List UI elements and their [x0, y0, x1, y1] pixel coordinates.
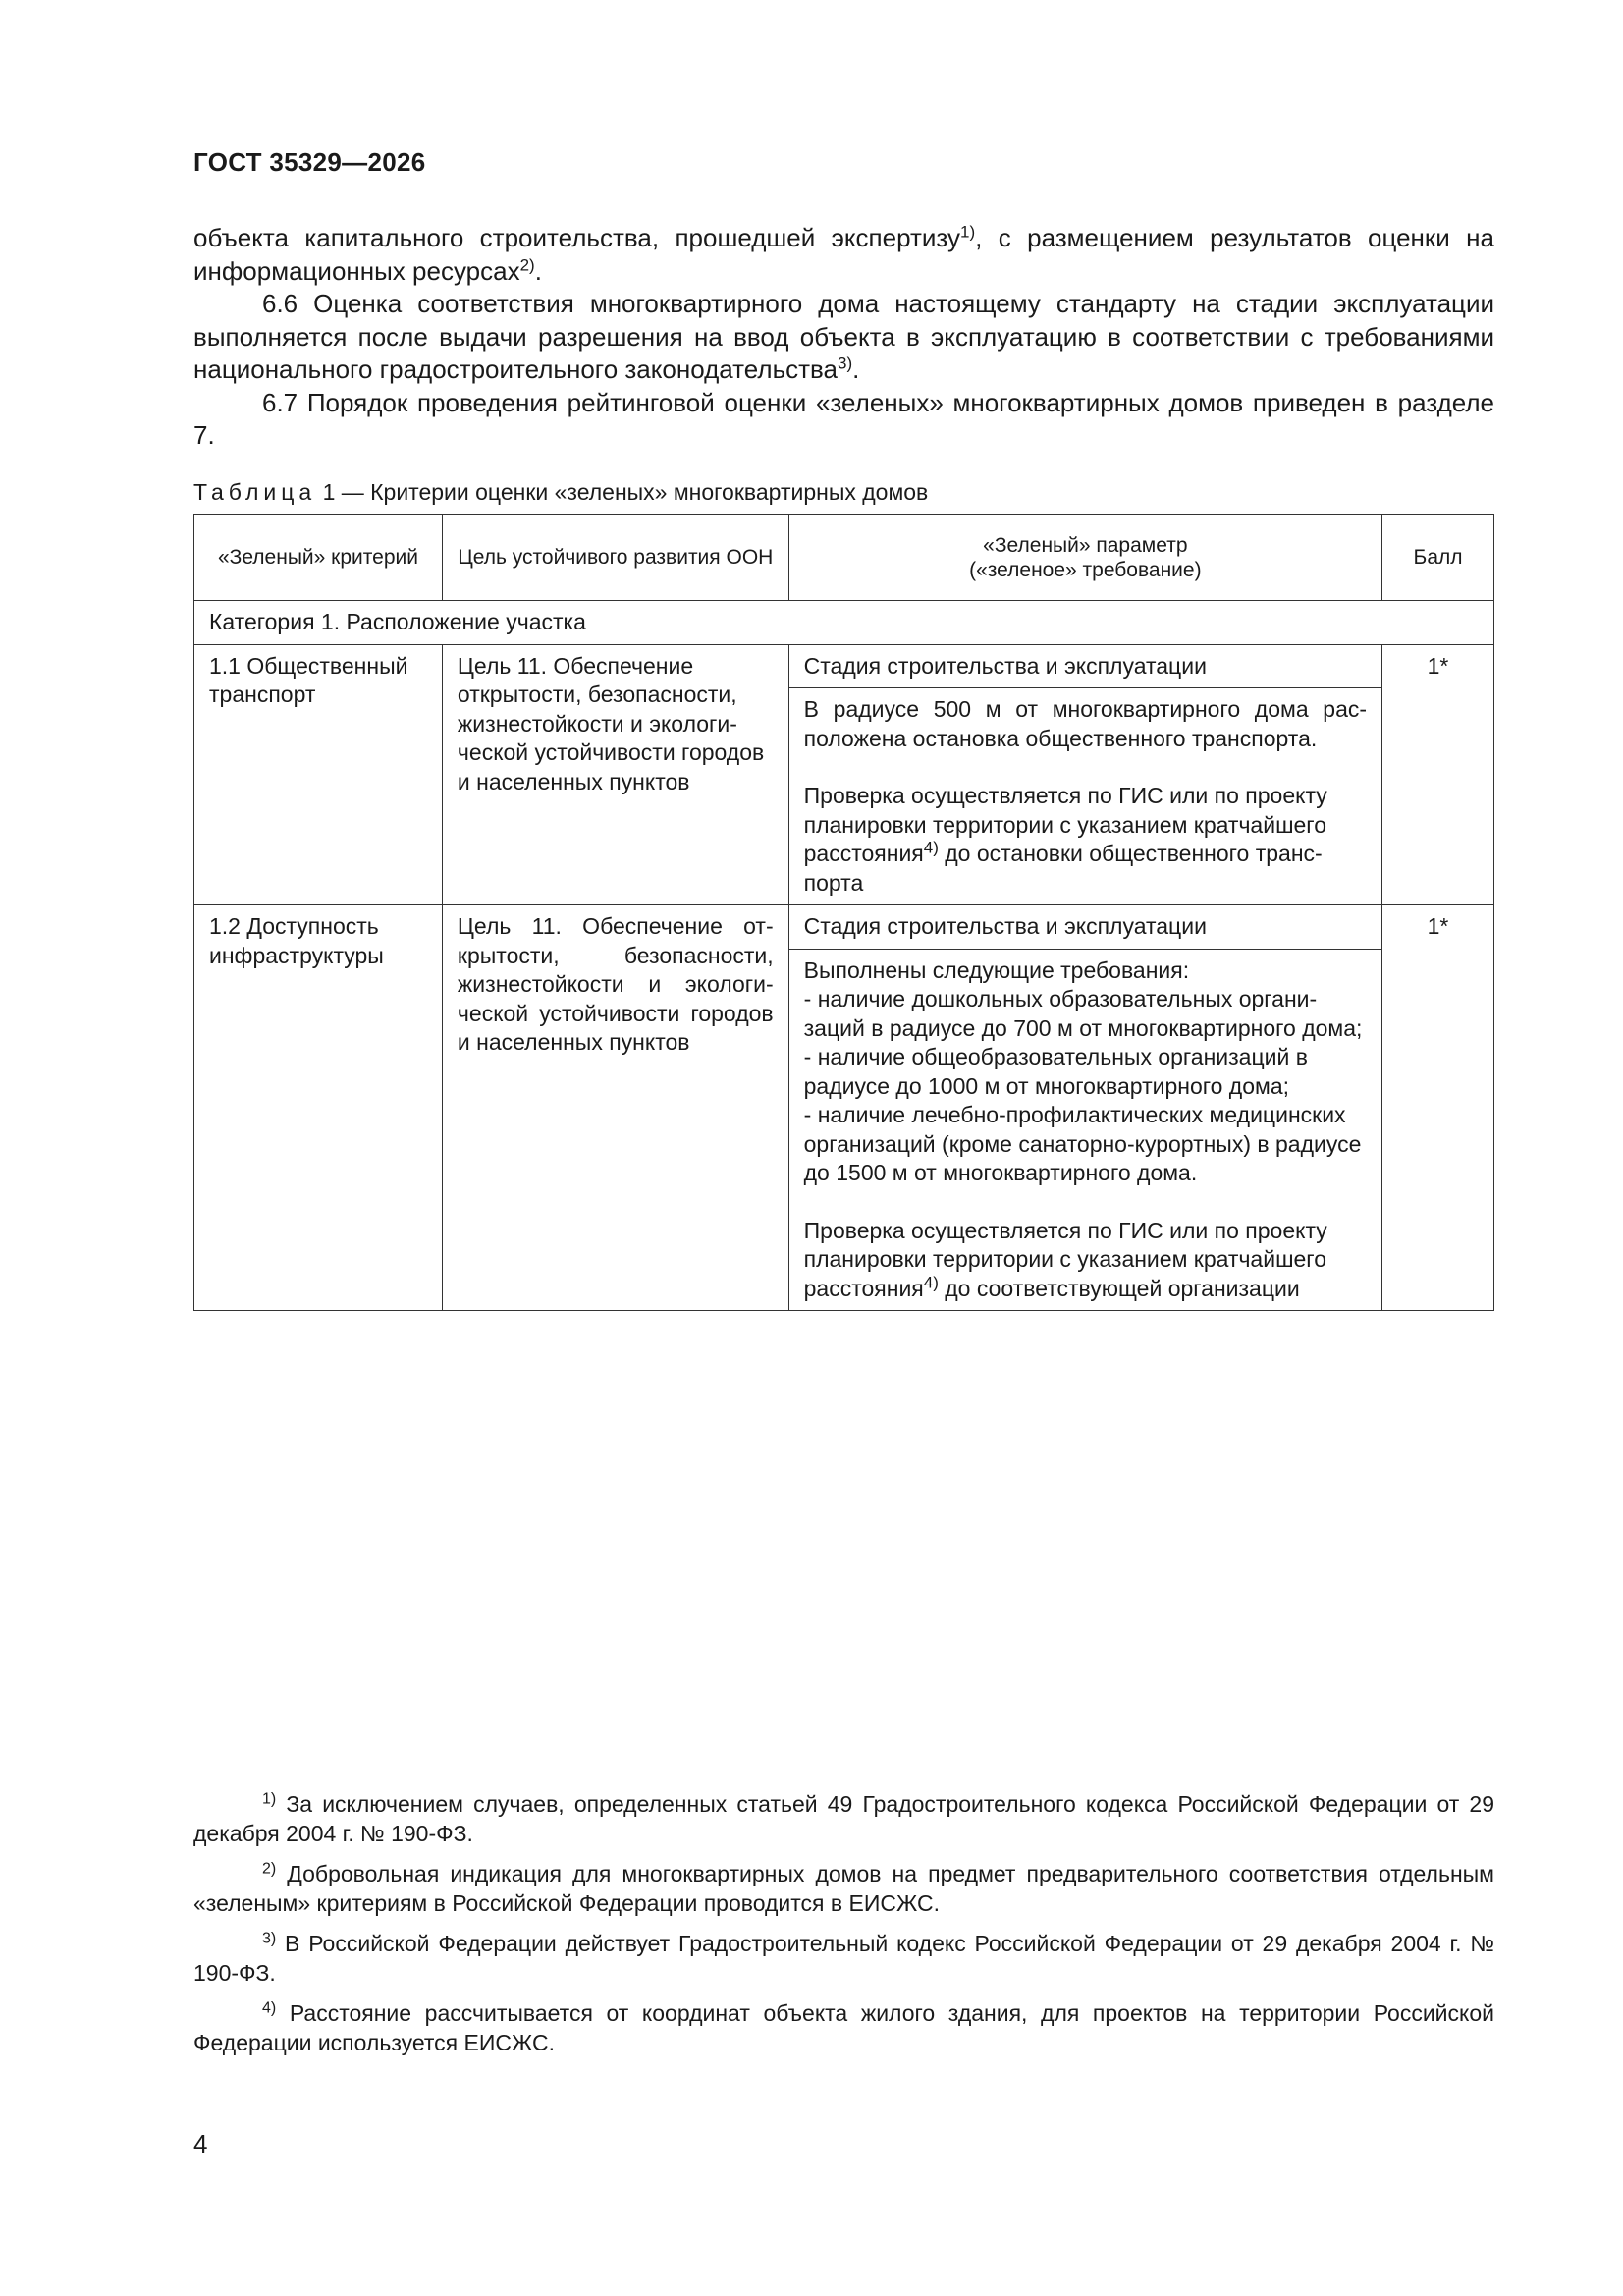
stage-cell: Стадия строительства и эксплуатации [788, 644, 1381, 688]
table-caption-title: 1 — Критерии оценки «зеленых» многоквартирных домов [316, 479, 929, 505]
check-text-part: до остановки общественного транспорта [803, 841, 1323, 896]
goal-cell: Цель 11. Обеспечение открытости, безопасности, жизнестойкости и экологической устойчивости городов и населенных пунктов [442, 644, 788, 905]
document-header: ГОСТ 35329—2026 [193, 147, 426, 177]
paragraph-text: , с размещением результатов оценки на информационных ресурсах [193, 223, 1494, 286]
footnote-text: Расстояние рассчитывается от координат объекта жилого здания, для проектов на территории Российской Федерации используется ЕИСЖС. [193, 2000, 1494, 2055]
check-text [804, 782, 1367, 898]
requirement-item: - наличие дошкольных образовательных организаций в радиусе до 700 м от многоквартирного дома; [803, 986, 1363, 1041]
paragraph-text: объекта капитального строительства, прошедшей экспертизу [193, 223, 961, 252]
header-criterion: «Зеленый» критерий [194, 515, 443, 601]
criterion-cell: 1.1 Общественный транспорт [194, 644, 443, 905]
footnote [193, 1790, 1494, 1848]
header-goal: Цель устойчивого развития ООН [442, 515, 788, 601]
footnote [193, 1860, 1494, 1918]
table-header-row [194, 515, 1494, 601]
table-caption [193, 479, 928, 506]
score-cell: 1* [1382, 905, 1494, 1311]
score-cell: 1* [1382, 644, 1494, 905]
footnote [193, 1999, 1494, 2057]
footnote-mark: 4) [262, 1999, 277, 2017]
requirement-cell [788, 949, 1381, 1311]
check-text [804, 1217, 1367, 1304]
goal-cell: Цель 11. Обеспечение открытости, безопасности, жизнестойкости и экологической устойчивости городов и населенных пунктов [442, 905, 788, 1311]
criterion-cell: 1.2 Доступность инфраструктуры [194, 905, 443, 1311]
footnote [193, 1930, 1494, 1988]
requirement-intro: Выполнены следующие требования: [803, 957, 1190, 983]
requirement-cell [788, 688, 1381, 905]
footnote-mark: 2) [262, 1860, 277, 1878]
paragraph-text: 6.6 Оценка соответствия многоквартирного дома настоящему стандарту на стадии эксплуатации выполняется после выдачи разрешения на ввод объекта в эксплуатацию в соответствии с требованиями национального градостроительного законодательства [193, 289, 1494, 384]
paragraph-6-7: 6.7 Порядок проведения рейтинговой оценки «зеленых» многоквартирных домов приведен в разделе 7. [193, 387, 1494, 450]
footnote-ref[interactable]: 4) [923, 1272, 939, 1291]
page-number: 4 [193, 2129, 208, 2159]
table-row [194, 905, 1494, 950]
table-caption-label: Таблица [193, 479, 317, 505]
category-row [194, 601, 1494, 645]
footnotes [193, 1790, 1494, 2069]
footnote-text: За исключением случаев, определенных статьей 49 Градостроительного кодекса Российской Федерации от 29 декабря 2004 г. № 190-ФЗ. [193, 1791, 1494, 1846]
footnote-ref[interactable]: 2) [519, 254, 535, 274]
requirement-text: В радиусе 500 м от многоквартирного дома расположена остановка общественного транспорта. [803, 696, 1368, 751]
footnote-text: В Российской Федерации действует Градостроительный кодекс Российской Федерации от 29 декабря 2004 г. № 190-ФЗ. [193, 1931, 1494, 1986]
paragraph-text: . [852, 355, 860, 384]
requirement-item: - наличие лечебно-профилактических медицинских организаций (кроме санаторно-курортных) в радиусе до 1500 м от многоквартирного дома. [803, 1102, 1362, 1185]
header-score: Балл [1382, 515, 1494, 601]
check-text-part: Проверка осуществляется по ГИС или по проекту планировки территории с указанием кратчайшего расстояния [803, 783, 1327, 866]
table-row [194, 644, 1494, 688]
requirement-item: - наличие общеобразовательных организаций в радиусе до 1000 м от многоквартирного дома; [803, 1044, 1308, 1099]
check-text-part: Проверка осуществляется по ГИС или по проекту планировки территории с указанием кратчайшего расстояния [803, 1217, 1327, 1301]
header-parameter-line: «Зеленый» параметр [983, 533, 1188, 557]
footnote-text: Добровольная индикация для многоквартирных домов на предмет предварительного соответствия отдельным «зеленым» критериям в Российской Федерации проводится в ЕИСЖС. [193, 1861, 1494, 1916]
header-parameter-line: («зеленое» требование) [969, 558, 1202, 581]
body-text [193, 222, 1494, 453]
category-cell: Категория 1. Расположение участка [194, 601, 1494, 645]
footnote-mark: 3) [262, 1930, 277, 1947]
paragraph-6-6 [193, 288, 1494, 387]
criteria-table [193, 514, 1494, 1311]
footnote-ref[interactable]: 1) [960, 222, 976, 242]
stage-cell: Стадия строительства и эксплуатации [788, 905, 1381, 950]
footnote-ref[interactable]: 3) [838, 354, 853, 373]
footnote-ref[interactable]: 4) [923, 838, 939, 857]
footnote-mark: 1) [262, 1790, 277, 1808]
paragraph-text: . [534, 255, 542, 286]
paragraph-continuation [193, 222, 1494, 288]
header-parameter [788, 515, 1381, 601]
check-text-part: до соответствующей организации [938, 1275, 1300, 1301]
